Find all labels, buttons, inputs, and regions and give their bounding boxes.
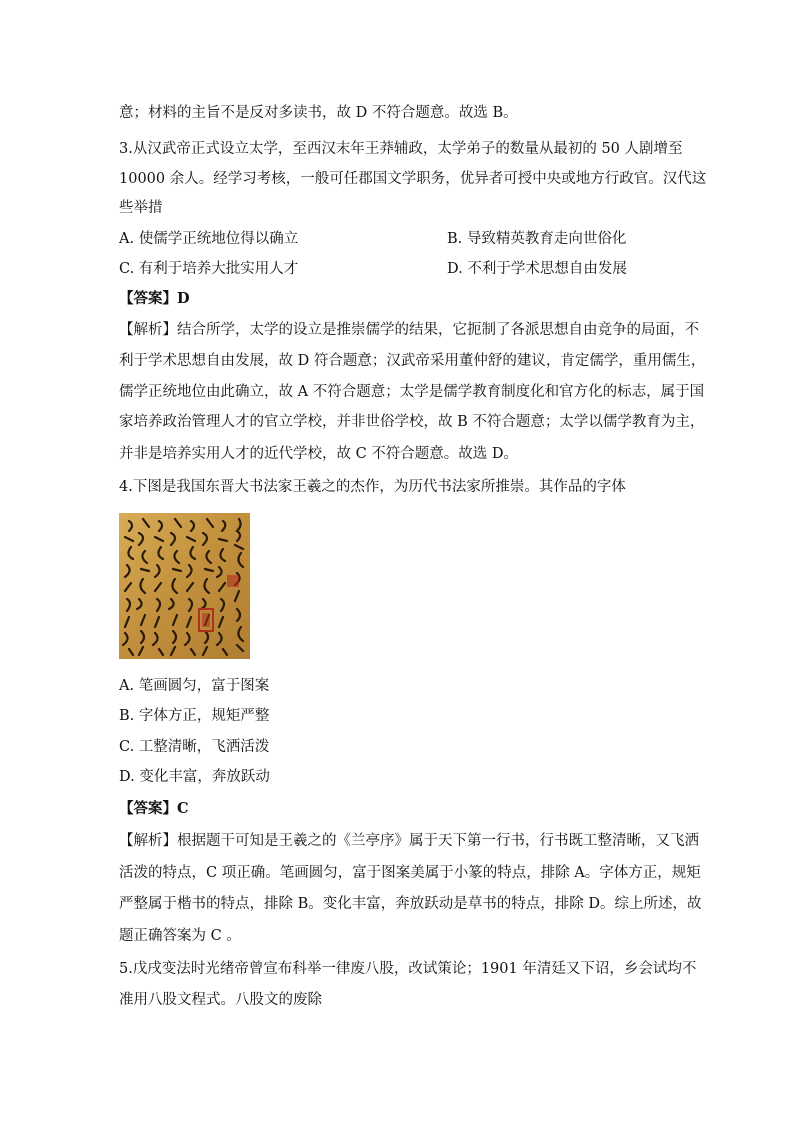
question-5-stem: 5.戊戌变法时光绪帝曾宣布科举一律废八股，改试策论；1901 年清廷又下诏，乡会试均不 bbox=[119, 961, 697, 977]
question-5-stem: 准用八股文程式。八股文的废除 bbox=[119, 992, 322, 1008]
question-3-explanation: 儒学正统地位由此确立，故 A 不符合题意；太学是儒学教育制度化和官方化的标志，属于国 bbox=[119, 384, 705, 400]
question-4-option-a: A. 笔画圆匀，富于图案 bbox=[119, 678, 270, 694]
question-4-explanation: 【解析】根据题干可知是王羲之的《兰亭序》属于天下第一行书，行书既工整清晰，又飞洒 bbox=[119, 833, 699, 849]
question-3-option-d: D. 不利于学术思想自由发展 bbox=[447, 261, 627, 277]
question-4-explanation: 严整属于楷书的特点，排除 B。变化丰富，奔放跃动是草书的特点，排除 D。综上所述，故 bbox=[119, 896, 702, 912]
question-3-stem: 3.从汉武帝正式设立太学，至西汉末年王莽辅政，太学弟子的数量从最初的 50 人剧增至 bbox=[119, 141, 683, 157]
question-3-explanation: 并非是培养实用人才的近代学校，故 C 不符合题意。故选 D。 bbox=[119, 446, 519, 462]
question-4-stem: 4.下图是我国东晋大书法家王羲之的杰作，为历代书法家所推崇。其作品的字体 bbox=[119, 479, 626, 495]
question-3-explanation: 利于学术思想自由发展，故 D 符合题意；汉武帝采用董仲舒的建议，肯定儒学，重用儒生， bbox=[119, 353, 706, 369]
question-4-explanation: 活泼的特点，C 项正确。笔画圆匀，富于图案美属于小篆的特点，排除 A。字体方正，规矩 bbox=[119, 865, 701, 881]
question-4-answer: 【答案】C bbox=[119, 800, 189, 817]
question-3-option-c: C. 有利于培养大批实用人才 bbox=[119, 261, 299, 277]
question-4-option-c: C. 工整清晰，飞洒活泼 bbox=[119, 739, 270, 755]
question-3-stem: 些举措 bbox=[119, 200, 163, 216]
text-line: 意；材料的主旨不是反对多读书，故 D 不符合题意。故选 B。 bbox=[119, 105, 518, 121]
question-3-option-a: A. 使儒学正统地位得以确立 bbox=[119, 231, 299, 247]
question-4-option-d: D. 变化丰富，奔放跃动 bbox=[119, 769, 270, 785]
question-3-answer: 【答案】D bbox=[119, 290, 190, 307]
question-3-explanation: 【解析】结合所学，太学的设立是推崇儒学的结果，它扼制了各派思想自由竞争的局面，不 bbox=[119, 322, 699, 338]
calligraphy-image bbox=[119, 513, 250, 659]
question-4-explanation: 题正确答案为 C 。 bbox=[119, 928, 241, 944]
question-3-option-b: B. 导致精英教育走向世俗化 bbox=[447, 231, 627, 247]
question-4-option-b: B. 字体方正，规矩严整 bbox=[119, 708, 270, 724]
question-3-stem: 10000 余人。经学习考核，一般可任郡国文学职务，优异者可授中央或地方行政官。汉代这 bbox=[119, 171, 707, 187]
question-3-explanation: 家培养政治管理人才的官立学校，并非世俗学校，故 B 不符合题意；太学以儒学教育为主， bbox=[119, 414, 705, 430]
